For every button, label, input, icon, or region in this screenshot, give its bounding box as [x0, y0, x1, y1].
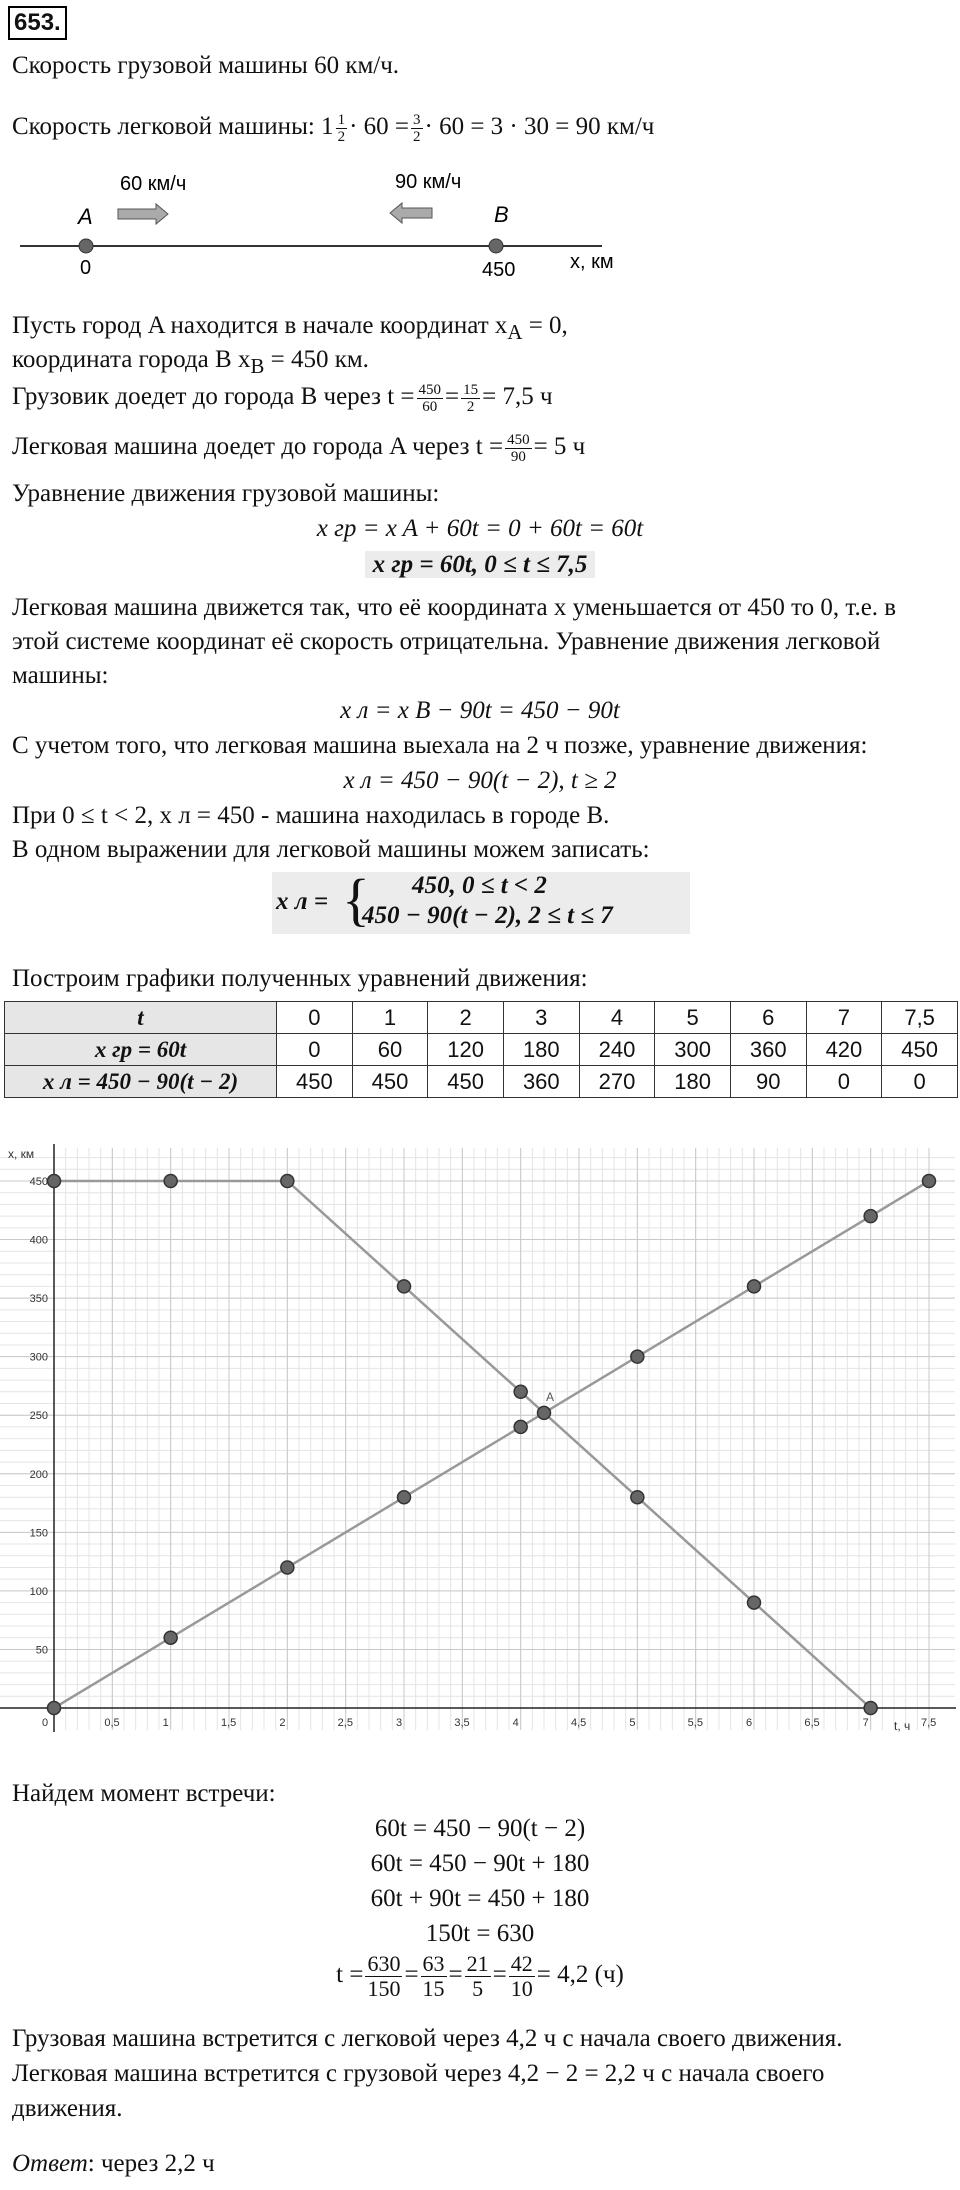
equation-highlight: x гр = 60t, 0 ≤ t ≤ 7,5 — [365, 551, 596, 578]
fraction — [365, 1952, 402, 2001]
brace: { — [342, 867, 370, 932]
x-tick-label: 0 — [42, 1717, 49, 1729]
table-cell: 1 — [352, 1002, 428, 1034]
text-part: = 450 км. — [264, 346, 369, 373]
table-cell: 450 — [882, 1034, 958, 1066]
data-point — [514, 1385, 527, 1398]
y-tick-label: 350 — [29, 1293, 48, 1306]
data-point — [748, 1596, 761, 1609]
data-point — [48, 1175, 61, 1188]
fraction — [505, 432, 532, 465]
coord-a: 0 — [80, 257, 92, 279]
table-cell: 450 — [277, 1066, 353, 1098]
text-part: = 7,5 ч — [482, 383, 553, 411]
equation: 150t = 630 — [425, 1920, 535, 1947]
text-line-speed-car — [12, 112, 654, 145]
text-line-car-time — [12, 432, 585, 465]
data-point — [631, 1491, 644, 1504]
table-cell: 270 — [579, 1066, 655, 1098]
x-tick-label: 5 — [629, 1717, 636, 1729]
text-line: В одном выражении для легковой машины можем записать: — [12, 836, 650, 863]
x-tick-label: 2 — [279, 1717, 286, 1729]
x-axis-label: t, ч — [894, 1719, 911, 1733]
speed-b-label: 90 км/ч — [395, 171, 462, 193]
y-tick-label: 200 — [29, 1468, 48, 1481]
table-cell: 450 — [428, 1066, 504, 1098]
answer-line — [12, 2150, 215, 2178]
text-line — [12, 312, 568, 345]
answer-text: : через 2,2 ч — [87, 2150, 215, 2177]
x-tick-label: 4 — [512, 1717, 519, 1729]
frac-den: 2 — [337, 129, 346, 145]
x-tick-label: 1 — [162, 1717, 169, 1729]
text-part: Пусть город A находится в начале координат x — [12, 312, 508, 339]
fraction — [421, 1952, 447, 2001]
equation-box — [330, 551, 630, 579]
table-cell: 360 — [503, 1066, 579, 1098]
values-table — [4, 1001, 958, 1098]
table-cell: 0 — [806, 1066, 882, 1098]
x-tick-label: 5,5 — [687, 1717, 703, 1729]
table-cell: 180 — [655, 1066, 731, 1098]
x-tick-label: 4,5 — [571, 1717, 587, 1729]
table-cell: 0 — [277, 1034, 353, 1066]
data-point — [164, 1175, 177, 1188]
system-row: 450 − 90(t − 2), 2 ≤ t ≤ 7 — [362, 902, 613, 929]
axis-label: x, км — [570, 251, 614, 273]
label-b: B — [494, 202, 509, 227]
frac-num: 21 — [466, 1951, 489, 1976]
table-cell: 360 — [730, 1034, 806, 1066]
x-tick-label: 3 — [396, 1717, 403, 1729]
coord-b: 450 — [482, 259, 516, 281]
frac-num: 42 — [510, 1951, 533, 1976]
text-part: t = — [336, 1961, 364, 1989]
data-point — [748, 1280, 761, 1293]
text-part: = 5 ч — [533, 433, 586, 461]
text-line: движения. — [12, 2095, 123, 2122]
series-line — [54, 1181, 929, 1708]
text-line: Легковая машина движется так, что её координата x уменьшается от 450 то 0, т.е. в — [12, 594, 897, 621]
fraction — [417, 382, 444, 415]
arrow-left-icon — [390, 203, 432, 223]
table-cell: 6 — [730, 1002, 806, 1034]
y-tick-label: 150 — [29, 1527, 48, 1540]
frac-num: 15 — [463, 382, 479, 398]
table-row — [5, 1034, 958, 1066]
equation: x гр = x A + 60t = 0 + 60t = 60t — [316, 515, 644, 542]
frac-num: 3 — [413, 112, 421, 128]
data-point — [164, 1631, 177, 1644]
table-cell: 0 — [882, 1066, 958, 1098]
intersection-point — [538, 1406, 551, 1419]
text-line-truck-time: Грузовик доедет до города B через t = $\frac{450}{60}$ = $\frac{15}{2}$ = 7,5 ч — [12, 382, 553, 415]
frac-num: 630 — [367, 1951, 401, 1976]
table-cell: 450 — [352, 1066, 428, 1098]
data-point — [281, 1175, 294, 1188]
system-lhs: x л = — [276, 888, 329, 915]
table-cell: 7 — [806, 1002, 882, 1034]
x-tick-label: 3,5 — [454, 1717, 470, 1729]
frac-den: 60 — [422, 399, 438, 415]
text-part: Легковая машина доедет до города A через t = — [12, 433, 504, 461]
text-part: Скорость легковой машины: 1 — [12, 113, 334, 141]
table-cell: x гр = 60t — [5, 1034, 277, 1066]
motion-chart — [0, 1140, 960, 1750]
data-point — [281, 1561, 294, 1574]
text-part: = 4,2 (ч) — [536, 1961, 624, 1989]
table-row — [5, 1066, 958, 1098]
table-cell: 2 — [428, 1002, 504, 1034]
equation: x л = 450 − 90(t − 2), t ≥ 2 — [343, 767, 617, 794]
table-cell: 420 — [806, 1034, 882, 1066]
text-part: = 0, — [522, 312, 568, 339]
equation-fractions: t = $\frac{630}{150}$ = $\frac{63}{15}$ = $\frac{21}{5}$ = $\frac{42}{10}$ = 4,2 (ч) — [336, 1951, 624, 2001]
y-tick-label: 450 — [29, 1176, 48, 1188]
y-tick-label: 250 — [29, 1410, 48, 1423]
data-point — [864, 1702, 877, 1715]
data-point — [48, 1702, 61, 1715]
frac-den: 150 — [367, 1976, 401, 2001]
data-point — [398, 1491, 411, 1504]
subscript: A — [507, 320, 523, 344]
text-line: С учетом того, что легковая машина выехала на 2 ч позже, уравнение движения: — [12, 732, 868, 759]
data-point — [398, 1280, 411, 1293]
answer-label: Ответ — [12, 2150, 88, 2177]
text-line: При 0 ≤ t < 2, x л = 450 - машина находилась в городе B. — [12, 802, 610, 829]
text-line: Найдем момент встречи: — [12, 1780, 276, 1807]
x-tick-label: 6,5 — [804, 1717, 820, 1729]
y-tick-label: 100 — [29, 1585, 48, 1598]
data-point — [923, 1175, 936, 1188]
frac-num: 450 — [418, 382, 442, 398]
y-tick-label: 300 — [29, 1351, 48, 1364]
x-tick-label: 0,5 — [104, 1717, 120, 1729]
x-tick-label: 6 — [746, 1717, 753, 1729]
text-line: Легковая машина встретится с грузовой через 4,2 − 2 = 2,2 ч с начала своего — [12, 2060, 825, 2087]
frac-num: 63 — [422, 1951, 445, 1976]
text-line: Уравнение движения грузовой машины: — [12, 480, 440, 507]
table-cell: t — [5, 1002, 277, 1034]
arrow-right-icon — [118, 204, 168, 224]
frac-den: 90 — [510, 449, 526, 465]
table-cell: 90 — [730, 1066, 806, 1098]
fraction — [336, 112, 348, 145]
data-point — [864, 1210, 877, 1223]
equation: 60t = 450 − 90t + 180 — [370, 1850, 590, 1877]
y-tick-label: 400 — [29, 1234, 48, 1247]
frac-den: 10 — [510, 1976, 533, 2001]
table-cell: 5 — [655, 1002, 731, 1034]
fraction — [465, 1952, 491, 2001]
text-line — [12, 346, 369, 379]
equation: x л = x B − 90t = 450 − 90t — [340, 697, 620, 724]
frac-den: 2 — [413, 129, 421, 145]
fraction — [461, 382, 480, 415]
text-line: Грузовая машина встретится с легковой через 4,2 ч с начала своего движения. — [12, 2025, 843, 2052]
frac-den: 15 — [422, 1976, 445, 2001]
text-part: · 60 = 3 · 30 = 90 км/ч — [424, 113, 655, 141]
label-a: A — [78, 204, 93, 229]
table-cell: 240 — [579, 1034, 655, 1066]
equation: 60t + 90t = 450 + 180 — [370, 1885, 590, 1912]
table-cell: x л = 450 − 90(t − 2) — [5, 1066, 277, 1098]
problem-number: 653. — [8, 6, 67, 40]
table-cell: 3 — [503, 1002, 579, 1034]
system-box — [272, 867, 690, 934]
table-cell: 300 — [655, 1034, 731, 1066]
table-cell: 0 — [277, 1002, 353, 1034]
subscript: B — [250, 354, 265, 378]
data-point — [514, 1420, 527, 1433]
frac-den: 5 — [472, 1976, 484, 2001]
x-tick-label: 2,5 — [337, 1717, 353, 1729]
y-axis-label: x, км — [8, 1147, 35, 1161]
table-cell: 4 — [579, 1002, 655, 1034]
x-tick-label: 7,5 — [921, 1717, 937, 1729]
system-row: 450, 0 ≤ t < 2 — [412, 872, 547, 899]
y-tick-label: 50 — [35, 1644, 48, 1657]
frac-num: 450 — [507, 432, 530, 448]
equation: 60t = 450 − 90(t − 2) — [374, 1815, 586, 1842]
axis-diagram — [0, 160, 960, 290]
text-line: Построим графики полученных уравнений движения: — [12, 965, 588, 992]
point-b — [489, 239, 503, 253]
text-part: Грузовик доедет до города B через t = — [12, 383, 415, 411]
text-line: этой системе координат её скорость отрицательна. Уравнение движения легковой — [12, 628, 881, 655]
x-tick-label: 7 — [862, 1717, 869, 1729]
text-part: координата города B x — [12, 346, 251, 373]
frac-den: 2 — [466, 399, 475, 415]
frac-num: 1 — [337, 112, 346, 128]
speed-a-label: 60 км/ч — [120, 173, 187, 195]
point-a — [79, 239, 93, 253]
fraction — [411, 112, 423, 145]
text-line: Скорость грузовой машины 60 км/ч. — [12, 52, 400, 79]
fraction — [509, 1952, 535, 2001]
text-line: машины: — [12, 662, 109, 689]
table-cell: 120 — [428, 1034, 504, 1066]
table-cell: 60 — [352, 1034, 428, 1066]
intersection-label: A — [546, 1389, 555, 1404]
table-row — [5, 1002, 958, 1034]
table-cell: 7,5 — [882, 1002, 958, 1034]
data-point — [631, 1350, 644, 1363]
x-tick-label: 1,5 — [221, 1717, 237, 1729]
text-part: · 60 = — [349, 113, 409, 141]
table-cell: 180 — [503, 1034, 579, 1066]
